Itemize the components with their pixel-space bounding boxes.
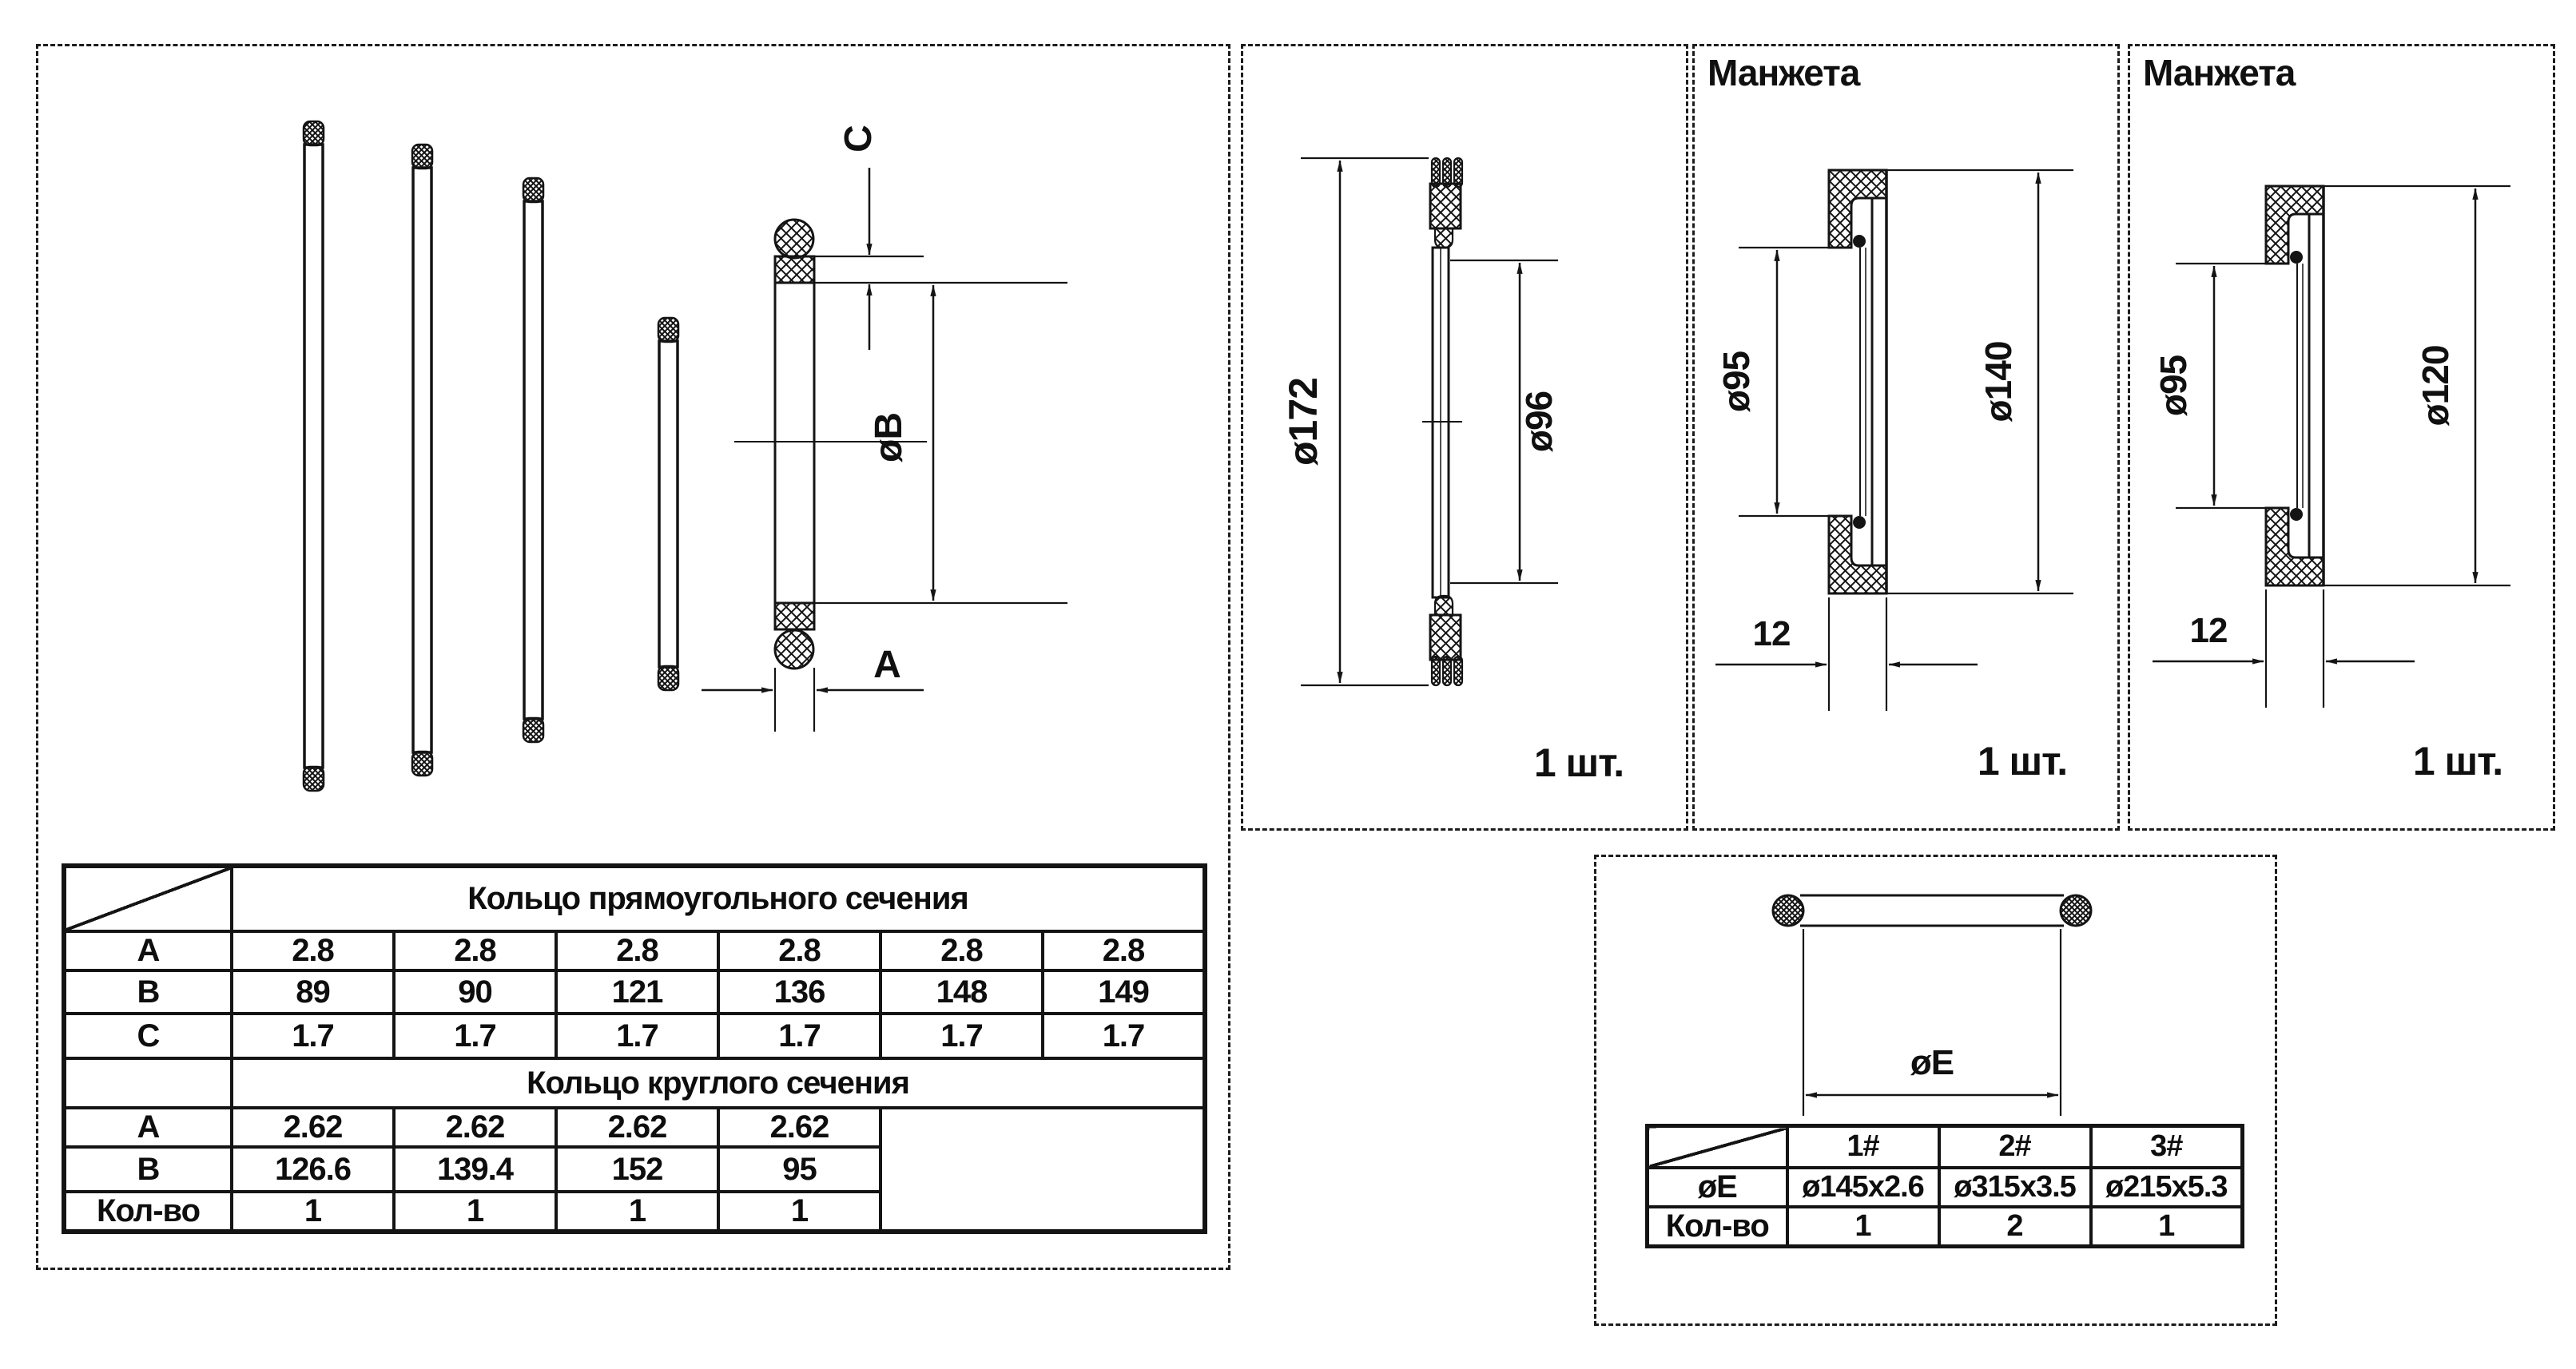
table-corner-cell — [1648, 1126, 1787, 1168]
garter-spring — [1853, 235, 1866, 248]
oring-table — [1645, 1124, 2244, 1248]
empty-label-cell — [64, 1058, 232, 1108]
dimension-outer-120 — [2324, 186, 2510, 585]
dimension-c — [814, 125, 1067, 350]
row-label-a: A — [64, 1108, 232, 1147]
cell: 2.8 — [232, 931, 394, 970]
cell: 2.8 — [394, 931, 556, 970]
panel-oring-kit — [1594, 855, 2277, 1326]
cuff-140-drawing — [1695, 46, 2117, 828]
cuff-profile — [2266, 186, 2324, 585]
quantity-label: 1 шт. — [2412, 739, 2503, 784]
cell: 2.8 — [556, 931, 718, 970]
dim-inner-label: ø95 — [1715, 351, 1757, 413]
cell: 2.8 — [881, 931, 1043, 970]
row-label-e: øE — [1648, 1168, 1787, 1207]
dimension-inner-95 — [2153, 264, 2269, 508]
dimension-inner-95 — [1715, 248, 1832, 516]
cuff-120-drawing — [2130, 46, 2553, 828]
garter-spring — [2290, 508, 2303, 521]
cell: 1.7 — [556, 1014, 718, 1058]
ring-side-view-4 — [658, 318, 678, 690]
cell: 149 — [1043, 970, 1205, 1014]
cell: 1 — [556, 1192, 718, 1232]
cell: 2.62 — [394, 1108, 556, 1147]
cuff-172-drawing — [1243, 46, 1686, 828]
dim-e-label: øE — [1910, 1043, 1954, 1082]
row-label-b: B — [64, 1147, 232, 1192]
col-header: 2# — [1939, 1126, 2091, 1168]
dimension-outer-172 — [1281, 158, 1429, 685]
cell: 148 — [881, 970, 1043, 1014]
dim-inner-label: ø96 — [1518, 391, 1560, 453]
cell: 1.7 — [232, 1014, 394, 1058]
dim-width-label: 12 — [1752, 614, 1791, 653]
cell: 1.7 — [881, 1014, 1043, 1058]
cell: 1.7 — [718, 1014, 881, 1058]
dim-outer-label: ø120 — [2415, 345, 2456, 427]
panel-cuff-140 — [1692, 44, 2120, 831]
cell: 121 — [556, 970, 718, 1014]
cell: 2.62 — [718, 1108, 881, 1147]
cell: 1.7 — [1043, 1014, 1205, 1058]
row-label-qty: Кол-во — [1648, 1207, 1787, 1247]
cell: 1 — [2091, 1207, 2243, 1247]
dimension-width-12 — [1715, 597, 1978, 711]
dim-width-label: 12 — [2189, 611, 2228, 650]
dimension-e — [1803, 929, 2061, 1116]
cell: 152 — [556, 1147, 718, 1192]
dim-inner-label: ø95 — [2153, 355, 2194, 417]
cell: 1 — [1787, 1207, 1939, 1247]
rings-drawing — [38, 46, 1228, 861]
garter-spring — [2290, 251, 2303, 264]
panel-title: Манжета — [1707, 52, 1860, 93]
dimension-width-12 — [2153, 589, 2415, 708]
row-label-qty: Кол-во — [64, 1192, 232, 1232]
ring-side-view-2 — [412, 145, 432, 776]
cell: 2.8 — [1043, 931, 1205, 970]
cell: 126.6 — [232, 1147, 394, 1192]
cuff-profile — [1422, 158, 1462, 685]
table-corner-cell — [64, 866, 232, 931]
ring-side-view-3 — [523, 178, 543, 742]
col-header: 3# — [2091, 1126, 2243, 1168]
rings-table — [62, 863, 1207, 1234]
cell: ø215x5.3 — [2091, 1168, 2243, 1207]
oring-drawing — [1596, 857, 2275, 1122]
col-header: 1# — [1787, 1126, 1939, 1168]
row-label-c: C — [64, 1014, 232, 1058]
round-section-header: Кольцо круглого сечения — [232, 1058, 1205, 1108]
cell: 139.4 — [394, 1147, 556, 1192]
row-label-b: B — [64, 970, 232, 1014]
dimension-b — [814, 285, 1067, 603]
dim-outer-label: ø140 — [1978, 341, 2019, 423]
cell: 90 — [394, 970, 556, 1014]
dim-b-label: øB — [868, 413, 910, 462]
panel-cuff-172 — [1241, 44, 1688, 831]
empty-merged-cell — [881, 1108, 1205, 1232]
cell: 95 — [718, 1147, 881, 1192]
cell: 2.62 — [556, 1108, 718, 1147]
panel-rings — [36, 44, 1230, 1270]
dim-a-label: A — [873, 644, 900, 686]
cell: 136 — [718, 970, 881, 1014]
cell: 2.62 — [232, 1108, 394, 1147]
panel-title: Манжета — [2143, 52, 2296, 93]
cell: 2 — [1939, 1207, 2091, 1247]
dim-outer-label: ø172 — [1281, 378, 1326, 466]
cell: ø315x3.5 — [1939, 1168, 2091, 1207]
quantity-label: 1 шт. — [1977, 739, 2068, 784]
cell: ø145x2.6 — [1787, 1168, 1939, 1207]
dim-c-label: C — [837, 125, 880, 153]
oring-side-view — [1773, 895, 2091, 926]
cuff-profile — [1829, 170, 1886, 593]
dimension-outer-140 — [1886, 170, 2073, 593]
dimension-inner-96 — [1450, 260, 1560, 583]
quantity-label: 1 шт. — [1533, 740, 1624, 785]
garter-spring — [1853, 516, 1866, 529]
cell: 2.8 — [718, 931, 881, 970]
ring-side-view-1 — [304, 121, 324, 791]
rect-section-header: Кольцо прямоугольного сечения — [232, 866, 1205, 931]
cell: 1 — [718, 1192, 881, 1232]
row-label-a: A — [64, 931, 232, 970]
panel-cuff-120 — [2128, 44, 2555, 831]
cell: 1.7 — [394, 1014, 556, 1058]
cell: 1 — [232, 1192, 394, 1232]
cell: 1 — [394, 1192, 556, 1232]
cell: 89 — [232, 970, 394, 1014]
